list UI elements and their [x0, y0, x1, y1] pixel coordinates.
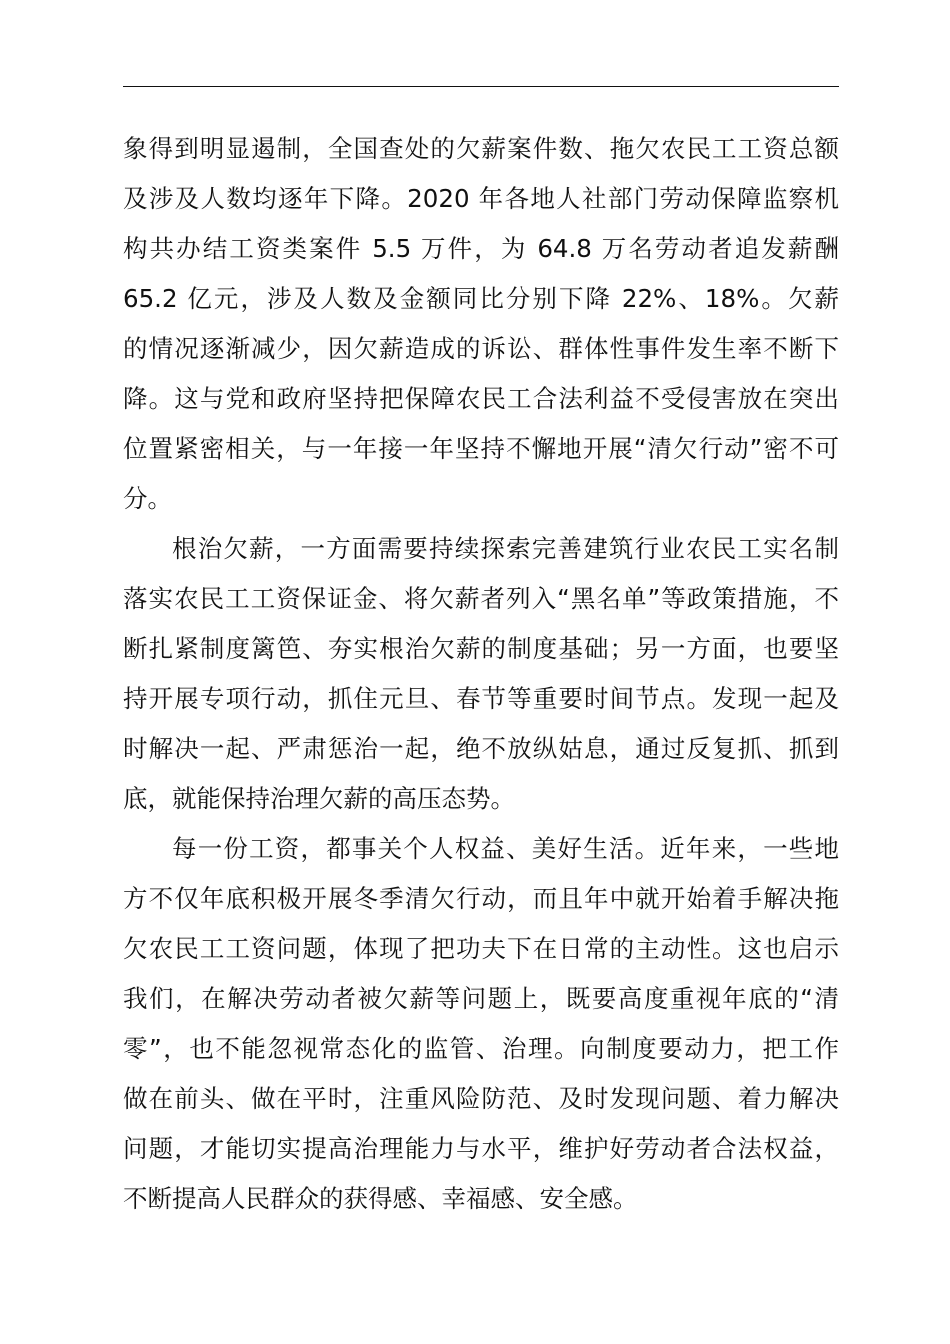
text-line: 分。: [123, 484, 172, 513]
text-line: 欠农民工工资问题，体现了把功夫下在日常的主动性。这也启示: [123, 934, 839, 963]
text-line: 零”，也不能忽视常态化的监管、治理。向制度要动力，把工作: [123, 1034, 839, 1063]
text-line: 不断提高人民群众的获得感、幸福感、安全感。: [123, 1184, 638, 1213]
text-line: 及涉及人数均逐年下降。2020 年各地人社部门劳动保障监察机: [123, 184, 839, 213]
text-line: 时解决一起、严肃惩治一起，绝不放纵姑息，通过反复抓、抓到: [123, 734, 839, 763]
text-line: 根治欠薪，一方面需要持续探索完善建筑行业农民工实名制: [172, 534, 839, 563]
header-rule: [123, 86, 839, 87]
text-line: 问题，才能切实提高治理能力与水平，维护好劳动者合法权益，: [123, 1134, 839, 1163]
text-line: 断扎紧制度篱笆、夯实根治欠薪的制度基础；另一方面，也要坚: [123, 634, 839, 663]
text-line: 位置紧密相关，与一年接一年坚持不懈地开展“清欠行动”密不可: [123, 434, 839, 463]
text-line: 的情况逐渐减少，因欠薪造成的诉讼、群体性事件发生率不断下: [123, 334, 839, 363]
text-line: 底，就能保持治理欠薪的高压态势。: [123, 784, 515, 813]
text-line: 做在前头、做在平时，注重风险防范、及时发现问题、着力解决: [123, 1084, 839, 1113]
body-text: [123, 124, 839, 1224]
text-line: 象得到明显遏制，全国查处的欠薪案件数、拖欠农民工工资总额: [123, 134, 839, 163]
text-line: 落实农民工工资保证金、将欠薪者列入“黑名单”等政策措施，不: [123, 584, 839, 613]
text-line: 降。这与党和政府坚持把保障农民工合法利益不受侵害放在突出: [123, 384, 839, 413]
text-line: 每一份工资，都事关个人权益、美好生活。近年来，一些地: [172, 834, 839, 863]
text-line: 65.2 亿元，涉及人数及金额同比分别下降 22%、18%。欠薪: [123, 284, 839, 313]
text-line: 我们，在解决劳动者被欠薪等问题上，既要高度重视年底的“清: [123, 984, 839, 1013]
text-line: 构共办结工资类案件 5.5 万件，为 64.8 万名劳动者追发薪酬: [123, 234, 839, 263]
text-line: 方不仅年底积极开展冬季清欠行动，而且年中就开始着手解决拖: [123, 884, 839, 913]
text-line: 持开展专项行动，抓住元旦、春节等重要时间节点。发现一起及: [123, 684, 839, 713]
